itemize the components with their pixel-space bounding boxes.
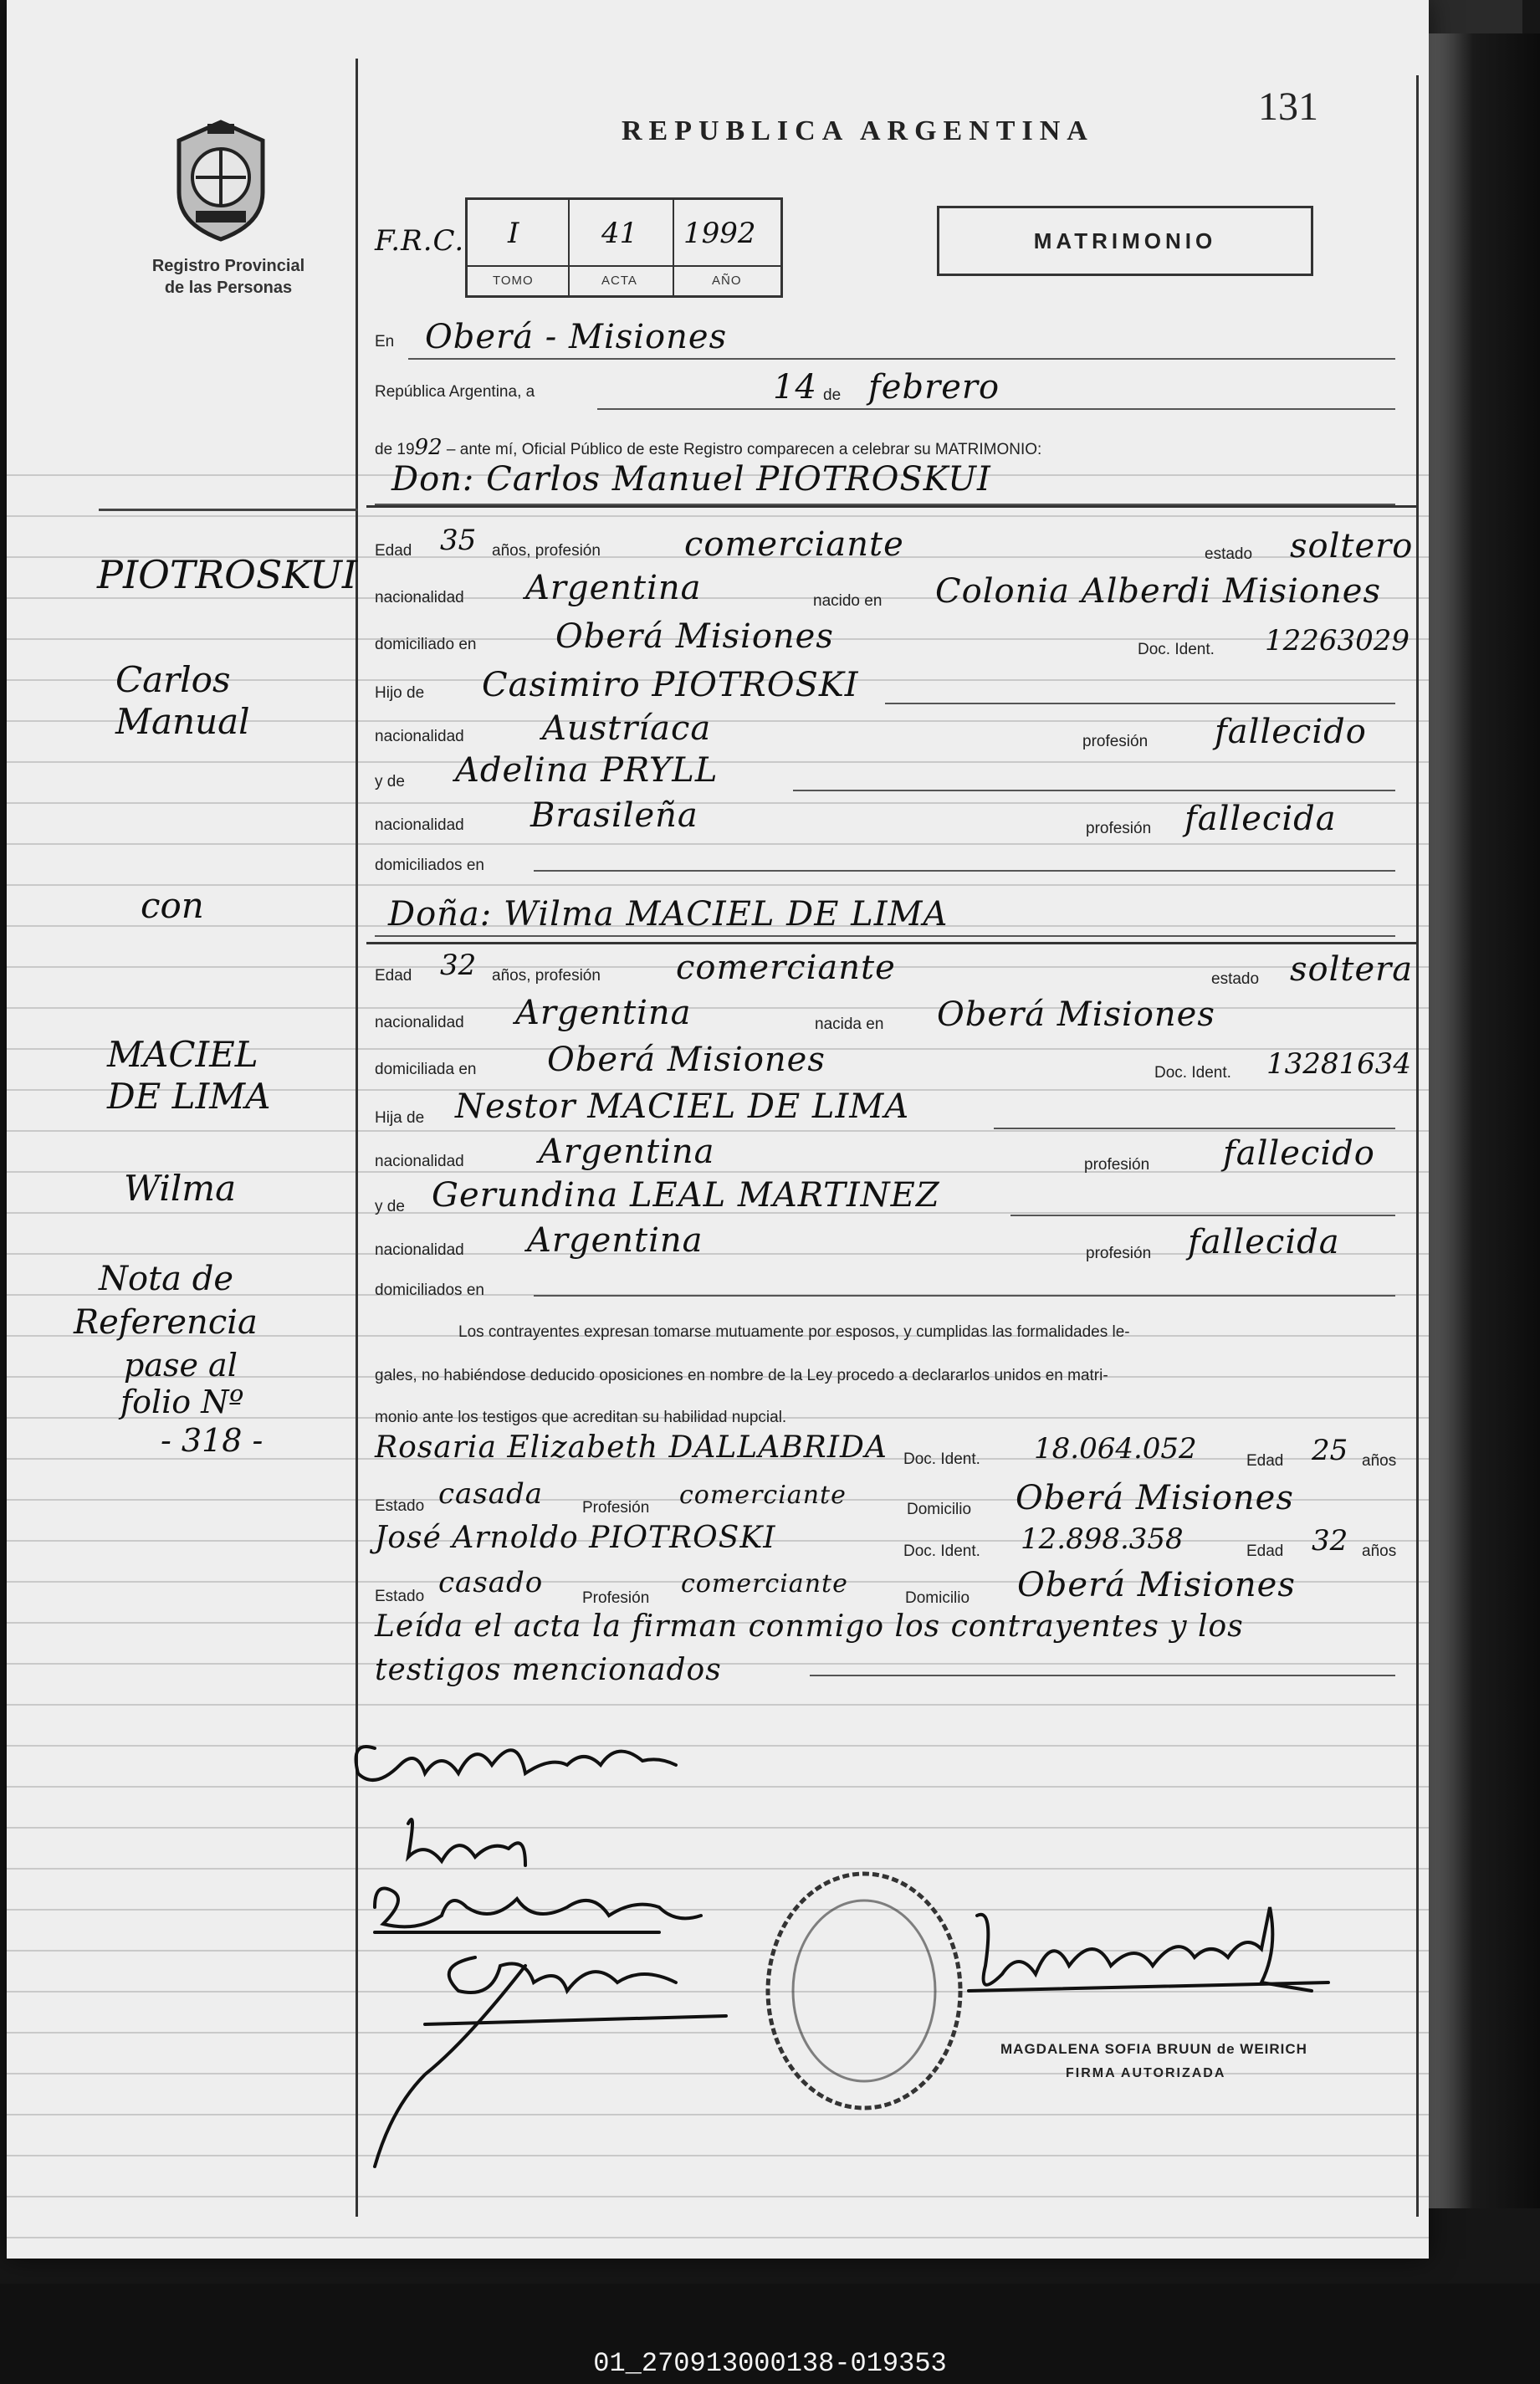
registry-name-line1: Registro Provincial bbox=[151, 257, 305, 275]
intro-month: febrero bbox=[868, 368, 1000, 407]
bride-estado-label: estado bbox=[1211, 970, 1260, 988]
book-cover-edge bbox=[1429, 33, 1540, 2208]
groom-madre: Adelina PRYLL bbox=[455, 751, 719, 790]
bride-yde-label: y de bbox=[375, 1198, 405, 1215]
registry-name bbox=[128, 255, 329, 299]
witness2-domicilio: Oberá Misiones bbox=[1017, 1566, 1296, 1604]
witness2-prof-label: Profesión bbox=[582, 1589, 650, 1607]
groom-anos-label: años, profesión bbox=[492, 542, 601, 560]
bride-section-rule bbox=[366, 942, 1416, 944]
acta-label: ACTA bbox=[601, 274, 637, 288]
groom-madre-prof-label: profesión bbox=[1086, 820, 1152, 837]
witness1-dom-label: Domicilio bbox=[907, 1501, 972, 1518]
witness1-doc: 18.064.052 bbox=[1034, 1432, 1197, 1466]
bride-padre-profesion: fallecido bbox=[1223, 1134, 1375, 1173]
bride-padre-nacionalidad: Argentina bbox=[539, 1133, 715, 1171]
bride-edad: 32 bbox=[440, 949, 477, 982]
reading-line-2: testigos mencionados bbox=[375, 1653, 722, 1687]
en-label: En bbox=[375, 333, 395, 350]
witness2-doc-label: Doc. Ident. bbox=[903, 1542, 980, 1560]
witness2-estado: casado bbox=[438, 1566, 544, 1599]
groom-edad-label: Edad bbox=[375, 542, 412, 560]
year-prefix: de 19 bbox=[375, 441, 415, 458]
bride-nacida-en: Oberá Misiones bbox=[937, 995, 1215, 1034]
witness2-edad-label: Edad bbox=[1246, 1542, 1284, 1560]
groom-domiciliados-label: domiciliados en bbox=[375, 857, 484, 874]
witness1-edad-label: Edad bbox=[1246, 1452, 1284, 1470]
groom-nacido-en: Colonia Alberdi Misiones bbox=[935, 572, 1381, 611]
witness1-doc-label: Doc. Ident. bbox=[903, 1450, 980, 1468]
bride-madre-nac-label: nacionalidad bbox=[375, 1241, 464, 1259]
file-id: 01_270913000138-019353 bbox=[593, 2348, 947, 2379]
bride-doc-label: Doc. Ident. bbox=[1154, 1064, 1231, 1082]
bride-hija-label: Hija de bbox=[375, 1109, 425, 1127]
bride-dom-label: domiciliada en bbox=[375, 1061, 477, 1078]
witness2-estado-label: Estado bbox=[375, 1588, 425, 1605]
bride-madre-nacionalidad: Argentina bbox=[527, 1221, 703, 1260]
groom-nac-label: nacionalidad bbox=[375, 589, 464, 606]
witness1-edad: 25 bbox=[1312, 1434, 1348, 1467]
bride-nac-label: nacionalidad bbox=[375, 1014, 464, 1031]
frc-box bbox=[465, 197, 783, 298]
closing-line-2: gales, no habiéndose deducido oposiciones en nombre de la Ley procedo a declararlos unidos en matri- bbox=[375, 1367, 1108, 1384]
witness1-domicilio: Oberá Misiones bbox=[1016, 1479, 1294, 1517]
intro-place: Oberá - Misiones bbox=[425, 318, 728, 356]
groom-domicilio: Oberá Misiones bbox=[555, 617, 834, 656]
groom-madre-profesion: fallecida bbox=[1184, 800, 1337, 838]
groom-madre-nac-label: nacionalidad bbox=[375, 816, 464, 834]
frc-label: F.R.C. bbox=[375, 224, 465, 258]
witness2-name: José Arnoldo PIOTROSKI bbox=[375, 1521, 776, 1555]
margin-con: con bbox=[141, 885, 204, 926]
official-signature bbox=[960, 1899, 1345, 2016]
de-label: de bbox=[823, 386, 842, 404]
witness1-estado-label: Estado bbox=[375, 1497, 425, 1515]
right-rule bbox=[1416, 75, 1419, 2217]
bride-estado: soltera bbox=[1290, 950, 1414, 989]
registry-seal-logo bbox=[171, 117, 271, 243]
bride-domiciliados-label: domiciliados en bbox=[375, 1282, 484, 1299]
page-title: REPUBLICA ARGENTINA bbox=[622, 115, 1094, 146]
groom-dom-label: domiciliado en bbox=[375, 636, 477, 653]
bride-name: Doña: Wilma MACIEL DE LIMA bbox=[388, 895, 949, 934]
groom-padre: Casimiro PIOTROSKI bbox=[482, 666, 859, 704]
official-stamp bbox=[760, 1865, 969, 2116]
witness1-prof-label: Profesión bbox=[582, 1499, 650, 1517]
groom-doc-label: Doc. Ident. bbox=[1138, 641, 1215, 658]
witness2-anos: años bbox=[1362, 1542, 1397, 1560]
signatures bbox=[325, 1715, 760, 2183]
reading-line-1: Leída el acta la firman conmigo los contrayentes y los bbox=[375, 1609, 1244, 1644]
groom-nacionalidad: Argentina bbox=[525, 569, 702, 607]
bride-nacionalidad: Argentina bbox=[515, 994, 692, 1032]
witness1-estado: casada bbox=[438, 1477, 544, 1511]
act-type-box bbox=[937, 206, 1313, 276]
groom-hijo-label: Hijo de bbox=[375, 684, 425, 702]
closing-line-1: Los contrayentes expresan tomarse mutuamente por esposos, y cumplidas las formalidades le- bbox=[458, 1323, 1130, 1341]
groom-profesion: comerciante bbox=[684, 525, 904, 564]
official-name: MAGDALENA SOFIA BRUUN de WEIRICH bbox=[1000, 2041, 1307, 2057]
margin-given-2: Manual bbox=[115, 701, 250, 742]
signature-groom bbox=[356, 1747, 677, 1780]
official-title: FIRMA AUTORIZADA bbox=[1066, 2066, 1226, 2080]
intro-day: 14 bbox=[773, 368, 817, 407]
margin-note-4: folio Nº bbox=[120, 1384, 244, 1420]
intro-text: de 1992 – ante mí, Oficial Público de este Registro comparecen a celebrar su MATRIMONIO: bbox=[375, 435, 1042, 460]
acta-value: 41 bbox=[601, 217, 638, 250]
register-page bbox=[7, 0, 1429, 2259]
act-type: MATRIMONIO bbox=[1033, 228, 1217, 253]
signature-bride bbox=[408, 1819, 525, 1865]
signature-witness-1 bbox=[375, 1889, 701, 1933]
witness1-profesion: comerciante bbox=[679, 1481, 847, 1510]
groom-name: Don: Carlos Manuel PIOTROSKUI bbox=[391, 460, 991, 499]
bride-edad-label: Edad bbox=[375, 967, 412, 985]
year-suffix: 92 bbox=[414, 435, 443, 460]
registry-name-line2: de las Personas bbox=[164, 279, 293, 297]
groom-section-rule bbox=[366, 505, 1416, 508]
closing-line-3: monio ante los testigos que acreditan su habilidad nupcial. bbox=[375, 1409, 787, 1426]
margin-note-5: - 318 - bbox=[161, 1422, 263, 1459]
bride-madre: Gerundina LEAL MARTINEZ bbox=[432, 1176, 940, 1215]
signature-witness-2 bbox=[375, 1957, 726, 2167]
groom-padre-nacionalidad: Austríaca bbox=[542, 709, 712, 748]
bride-profesion: comerciante bbox=[676, 949, 896, 987]
groom-estado-label: estado bbox=[1205, 545, 1253, 563]
groom-estado: soltero bbox=[1290, 527, 1414, 565]
groom-nacido-label: nacido en bbox=[813, 592, 883, 610]
bride-madre-prof-label: profesión bbox=[1086, 1245, 1152, 1262]
margin-given-1: Carlos bbox=[115, 659, 231, 700]
groom-padre-nac-label: nacionalidad bbox=[375, 728, 464, 745]
margin-surname: PIOTROSKUI bbox=[97, 552, 358, 597]
bride-padre-prof-label: profesión bbox=[1084, 1156, 1150, 1174]
witness2-dom-label: Domicilio bbox=[905, 1589, 970, 1607]
groom-madre-nacionalidad: Brasileña bbox=[530, 796, 698, 835]
tomo-label: TOMO bbox=[493, 274, 534, 288]
ano-value: 1992 bbox=[683, 217, 756, 250]
bride-domicilio: Oberá Misiones bbox=[547, 1041, 826, 1079]
witness2-edad: 32 bbox=[1312, 1524, 1348, 1558]
bride-padre-nac-label: nacionalidad bbox=[375, 1153, 464, 1170]
groom-padre-profesion: fallecido bbox=[1215, 713, 1367, 751]
margin-bride-surname-1: MACIEL bbox=[107, 1034, 258, 1075]
margin-note-3: pase al bbox=[124, 1347, 238, 1384]
groom-padre-prof-label: profesión bbox=[1082, 733, 1149, 750]
groom-edad: 35 bbox=[440, 524, 477, 557]
witness1-name: Rosaria Elizabeth DALLABRIDA bbox=[375, 1430, 888, 1465]
groom-yde-label: y de bbox=[375, 773, 405, 790]
witness1-anos: años bbox=[1362, 1452, 1397, 1470]
margin-rule bbox=[99, 509, 358, 511]
bride-anos-label: años, profesión bbox=[492, 967, 601, 985]
bride-nacida-label: nacida en bbox=[815, 1016, 884, 1033]
file-id-bar bbox=[0, 2284, 1540, 2384]
witness2-doc: 12.898.358 bbox=[1021, 1522, 1184, 1556]
tomo-value: I bbox=[508, 217, 519, 250]
margin-bride-given: Wilma bbox=[124, 1168, 237, 1209]
margin-bride-surname-2: DE LIMA bbox=[107, 1076, 271, 1117]
page-number: 131 bbox=[1258, 84, 1318, 129]
bride-madre-profesion: fallecida bbox=[1188, 1223, 1340, 1261]
margin-note-1: Nota de bbox=[99, 1260, 233, 1298]
bride-padre: Nestor MACIEL DE LIMA bbox=[455, 1087, 910, 1126]
groom-doc: 12263029 bbox=[1265, 624, 1410, 657]
intro-sentence: ante mí, Oficial Público de este Registro comparecen a celebrar su MATRIMONIO: bbox=[459, 441, 1042, 458]
republic-label: República Argentina, a bbox=[375, 383, 535, 401]
bride-doc: 13281634 bbox=[1266, 1047, 1412, 1081]
ano-label: AÑO bbox=[712, 274, 742, 288]
margin-note-2: Referencia bbox=[74, 1303, 258, 1342]
witness2-profesion: comerciante bbox=[681, 1569, 848, 1599]
